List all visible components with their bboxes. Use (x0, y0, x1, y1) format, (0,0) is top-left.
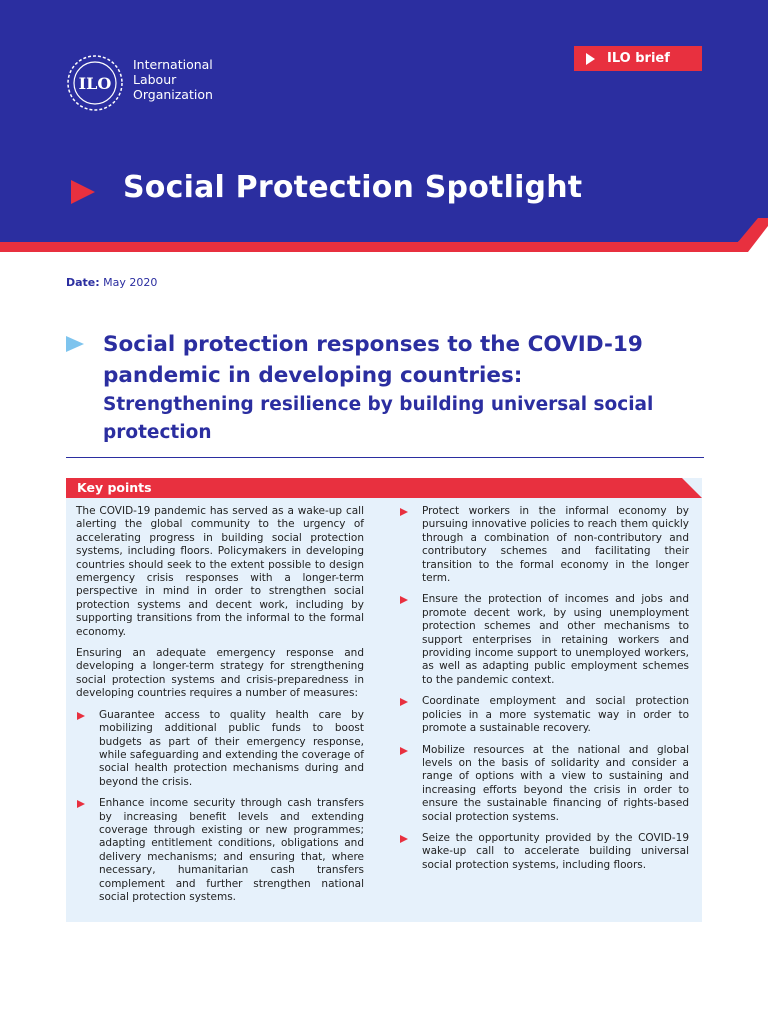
org-name-line: Labour (133, 72, 177, 87)
list-item (399, 695, 689, 735)
bullet-arrow-icon (77, 800, 85, 808)
list-item (76, 797, 364, 904)
list-item-text: Coordinate employment and social protection policies in a more systematic way in order to promote a sustainable recovery. (422, 695, 689, 735)
list-item-text: Enhance income security through cash transfers by increasing benefit levels and extending coverage through existing or new programmes; adapting entitlement conditions, obligations and delivery mechanisms; and ensuring that, where necessary, humanitarian cash transfers complement and further strengthen national social protection systems. (99, 797, 364, 903)
list-item (399, 832, 689, 872)
key-points-label: Key points (77, 480, 152, 495)
list-item (399, 593, 689, 687)
list-item-text: Protect workers in the informal economy by pursuing innovative policies to reach them quickly through a combination of non-contributory and contributory schemes and facilitating their transition to the formal economy in the longer term. (422, 505, 689, 585)
key-points-header (66, 478, 702, 498)
banner-background (0, 0, 768, 252)
bullet-arrow-icon (400, 508, 408, 516)
list-item (76, 709, 364, 789)
document-title: Social protection responses to the COVID-19 pandemic in developing countries: (103, 332, 643, 388)
bullet-arrow-icon (77, 712, 85, 720)
divider (66, 457, 704, 458)
date-label: Date: (66, 276, 100, 289)
bullet-arrow-icon (400, 835, 408, 843)
key-points-paragraph: Ensuring an adequate emergency response and developing a longer-term strategy for strengthening social protection systems and crisis-preparedness in developing countries requires a number of measures: (76, 647, 364, 700)
header-banner (0, 0, 768, 252)
date-value: May 2020 (103, 276, 158, 289)
key-points-left-column (76, 505, 364, 912)
list-item (399, 505, 689, 585)
key-points-paragraph: The COVID-19 pandemic has served as a wake-up call alerting the global community to the urgency of accelerating progress in building social protection systems, including floors. Policymakers in developing countries should seek to the extent possible to design emergency crisis responses with a longer-term perspective in mind in order to strengthen social protection systems and decent work, including by supporting transitions from the informal to the formal economy. (76, 505, 364, 638)
heading-arrow-icon (66, 336, 84, 352)
list-item-text: Seize the opportunity provided by the COVID-19 wake-up call to accelerate building universal social protection systems, including floors. (422, 831, 689, 871)
publication-date (66, 276, 157, 289)
list-item-text: Ensure the protection of incomes and jobs and promote decent work, by using unemployment protection schemes and other mechanisms to support enterprises in retaining workers and providing income support to unemployed workers, as well as adapting public employment schemes to the pandemic context. (422, 593, 689, 686)
logo-text: ILO (78, 74, 112, 93)
play-arrow-icon (586, 53, 595, 65)
org-name-line: Organization (133, 87, 213, 102)
bullet-arrow-icon (400, 596, 408, 604)
list-item-text: Mobilize resources at the national and global levels on the basis of solidarity and consider a range of options with a view to sustaining and increasing efforts beyond the crisis in order to ensure the sustainable financing of rights-based social protection systems. (422, 743, 689, 823)
key-points-header-bar (66, 478, 702, 498)
brief-tag-label: ILO brief (607, 51, 670, 66)
org-name-line: International (133, 57, 213, 72)
bullet-arrow-icon (400, 747, 408, 755)
bullet-arrow-icon (400, 698, 408, 706)
ilo-brief-tag (574, 46, 702, 71)
title-arrow-icon (71, 180, 95, 204)
list-item (399, 744, 689, 824)
organization-name (133, 57, 213, 102)
list-item-text: Guarantee access to quality health care by mobilizing additional public funds to boost budgets as part of their emergency response, while safeguarding and extending the coverage of social health protection mechanisms during and beyond the crisis. (99, 708, 364, 788)
key-points-right-column (399, 505, 689, 880)
banner-title: Social Protection Spotlight (123, 170, 583, 205)
ilo-logo (66, 54, 124, 112)
document-subtitle: Strengthening resilience by building universal social protection (103, 394, 654, 443)
